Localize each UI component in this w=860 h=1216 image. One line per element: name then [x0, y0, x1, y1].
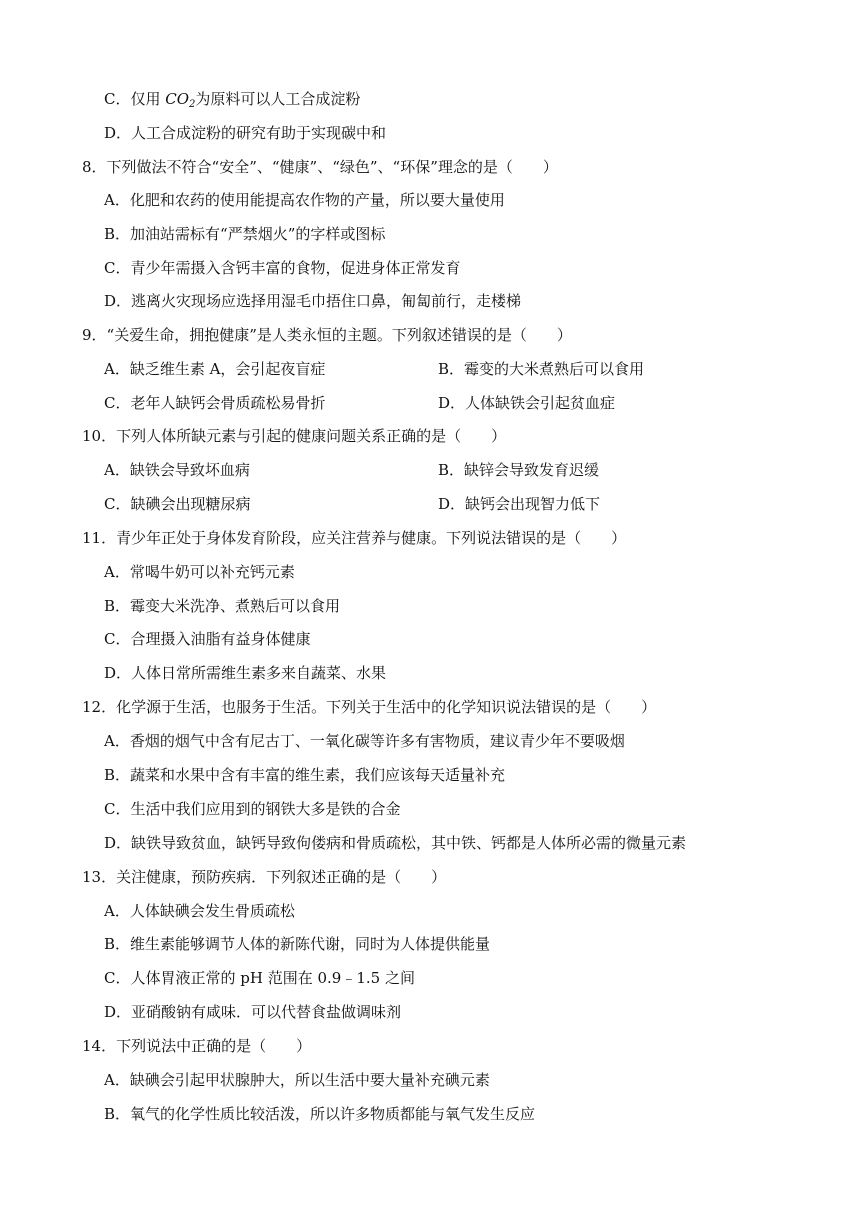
question-14-stem: 14．下列说法中正确的是（ ）	[82, 1037, 312, 1055]
question-11-stem: 11．青少年正处于身体发育阶段，应关注营养与健康。下列说法错误的是（ ）	[82, 529, 627, 547]
q9-option-d: D．人体缺铁会引起贫血症	[438, 394, 616, 412]
q11-option-d: D．人体日常所需维生素多来自蔬菜、水果	[104, 664, 387, 682]
q12-option-a: A．香烟的烟气中含有尼古丁、一氧化碳等许多有害物质，建议青少年不要吸烟	[104, 732, 625, 750]
q12-option-b: B．蔬菜和水果中含有丰富的维生素，我们应该每天适量补充	[104, 766, 506, 784]
q12-option-c: C．生活中我们应用到的钢铁大多是铁的合金	[104, 800, 401, 818]
q12-option-d: D．缺铁导致贫血，缺钙导致佝偻病和骨质疏松，其中铁、钙都是人体所必需的微量元素	[104, 834, 687, 852]
q13-option-a: A．人体缺碘会发生骨质疏松	[104, 902, 295, 920]
question-12-stem: 12．化学源于生活，也服务于生活。下列关于生活中的化学知识说法错误的是（ ）	[82, 698, 657, 716]
q8-option-d: D．逃离火灾现场应选择用湿毛巾捂住口鼻，匍匐前行，走楼梯	[104, 292, 522, 310]
q7-option-d: D．人工合成淀粉的研究有助于实现碳中和	[104, 124, 387, 142]
q8-option-b: B．加油站需标有“严禁烟火”的字样或图标	[104, 225, 386, 243]
q10-option-a: A．缺铁会导致坏血病	[104, 461, 250, 479]
question-9-stem: 9．“关爱生命，拥抱健康”是人类永恒的主题。下列叙述错误的是（ ）	[82, 326, 572, 344]
q11-option-c: C．合理摄入油脂有益身体健康	[104, 630, 311, 648]
q13-option-b: B．维生素能够调节人体的新陈代谢，同时为人体提供能量	[104, 935, 491, 953]
q14-option-b: B．氧气的化学性质比较活泼，所以许多物质都能与氧气发生反应	[104, 1105, 536, 1123]
question-10-stem: 10．下列人体所缺元素与引起的健康问题关系正确的是（ ）	[82, 427, 507, 445]
q7-option-c-prefix: C．仅用	[104, 90, 166, 108]
q8-option-a: A．化肥和农药的使用能提高农作物的产量，所以要大量使用	[104, 191, 505, 209]
q13-option-d: D．亚硝酸钠有咸味．可以代替食盐做调味剂	[104, 1003, 402, 1021]
q9-option-c: C．老年人缺钙会骨质疏松易骨折	[104, 394, 326, 412]
q8-option-c: C．青少年需摄入含钙丰富的食物，促进身体正常发育	[104, 259, 461, 277]
co2-formula-main: CO	[165, 90, 190, 108]
q7-option-c	[104, 89, 360, 109]
question-8-stem: 8．下列做法不符合“安全”、“健康”、“绿色”、“环保”理念的是（ ）	[82, 158, 558, 176]
q10-option-b: B．缺锌会导致发育迟缓	[438, 461, 600, 479]
q7-option-c-suffix: 为原料可以人工合成淀粉	[195, 90, 361, 108]
co2-formula-sub: 2	[189, 99, 196, 110]
q11-option-b: B．霉变大米洗净、煮熟后可以食用	[104, 597, 341, 615]
q10-option-d: D．缺钙会出现智力低下	[438, 495, 601, 513]
q14-option-a: A．缺碘会引起甲状腺肿大，所以生活中要大量补充碘元素	[104, 1071, 490, 1089]
q9-option-a: A．缺乏维生素 A，会引起夜盲症	[104, 360, 326, 378]
q9-option-b: B．霉变的大米煮熟后可以食用	[438, 360, 645, 378]
q11-option-a: A．常喝牛奶可以补充钙元素	[104, 563, 295, 581]
co2-formula	[165, 90, 195, 108]
q10-option-c: C．缺碘会出现糖尿病	[104, 495, 251, 513]
question-13-stem: 13．关注健康，预防疾病．下列叙述正确的是（ ）	[82, 868, 447, 886]
q13-option-c: C．人体胃液正常的 pH 范围在 0.9﹣1.5 之间	[104, 969, 415, 987]
